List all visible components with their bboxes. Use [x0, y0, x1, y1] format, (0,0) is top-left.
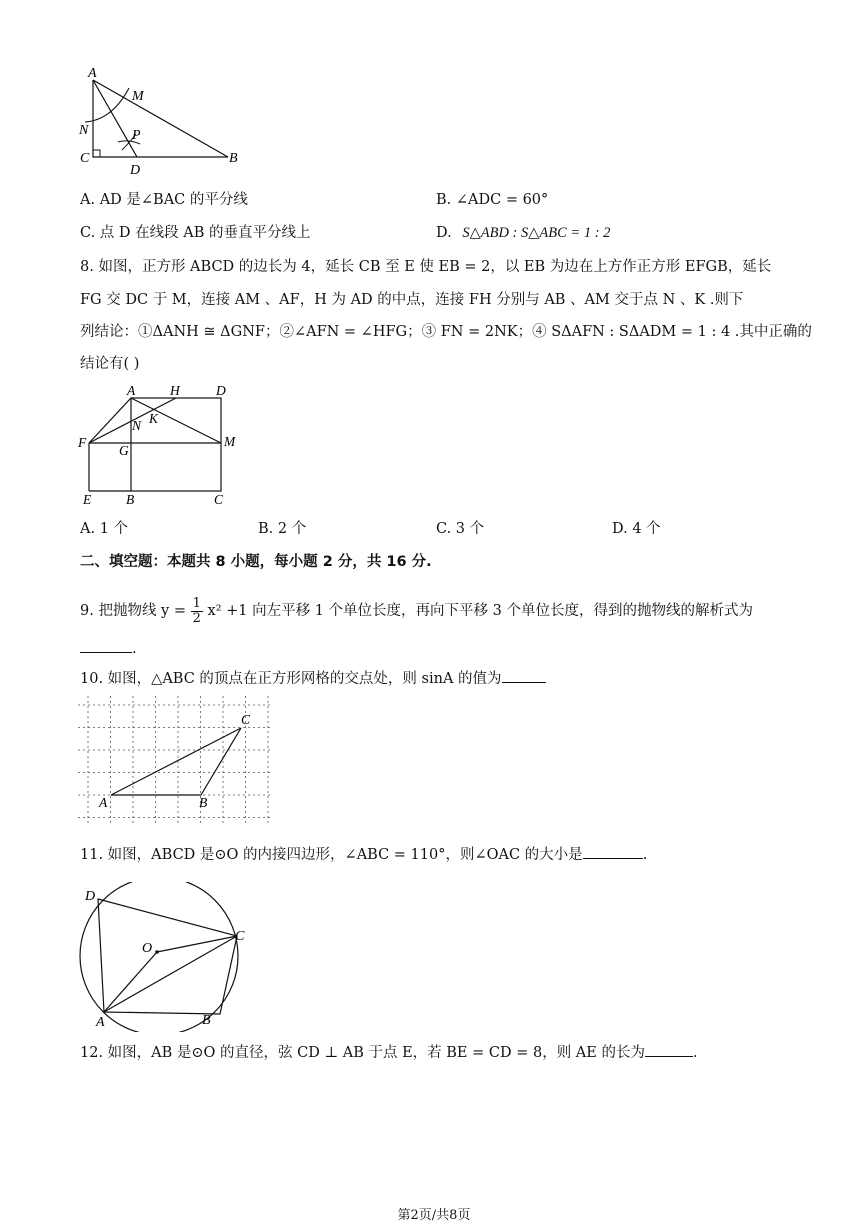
- q7-option-d: [436, 223, 610, 243]
- q9-end: .: [132, 641, 137, 657]
- q7-option-b: B. ∠ADC = 60°: [436, 192, 549, 208]
- q11-label-A: A: [96, 1015, 105, 1030]
- q9-prefix: 9. 把抛物线 y =: [80, 603, 187, 619]
- q12-text: 12. 如图，AB 是⊙O 的直径，弦 CD ⊥ AB 于点 E，若 BE = CD = 8，则 AE 的长为: [80, 1045, 645, 1061]
- q9-answer-line: [80, 638, 137, 659]
- q11-line: [80, 844, 647, 865]
- q7-label-A: A: [88, 66, 97, 81]
- q11-label-D: D: [85, 889, 96, 904]
- q11-figure: [74, 882, 254, 1032]
- q7-label-M: M: [132, 89, 144, 104]
- q10-answer-blank[interactable]: [502, 668, 546, 683]
- page-footer: 第2页/共8页: [397, 1208, 471, 1223]
- q7-label-B: B: [229, 151, 238, 166]
- q7-option-c: C. 点 D 在线段 AB 的垂直平分线上: [80, 225, 311, 241]
- q8-line2: FG 交 DC 于 M，连接 AM 、AF，H 为 AD 的中点，连接 FH 分别与 AB 、AM 交于点 N 、K .则下: [80, 292, 744, 308]
- q8-option-d: D. 4 个: [612, 521, 661, 537]
- q11-label-O: O: [142, 941, 153, 956]
- q11-end: .: [642, 847, 648, 863]
- q7-option-a: A. AD 是∠BAC 的平分线: [80, 192, 248, 208]
- q10-text: 10. 如图，△ABC 的顶点在正方形网格的交点处，则 sinA 的值为: [80, 671, 502, 687]
- q8-label-H: H: [170, 383, 180, 398]
- q10-label-A: A: [99, 795, 108, 810]
- q11-label-C: C: [235, 929, 245, 944]
- q9-suffix: x² +1 向左平移 1 个单位长度，再向下平移 3 个单位长度，得到的抛物线的解析式为: [207, 603, 753, 619]
- q8-line1: 8. 如图，正方形 ABCD 的边长为 4，延长 CB 至 E 使 EB = 2，以 EB 为边在上方作正方形 EFGB，延长: [80, 259, 772, 275]
- q8-label-A: A: [127, 383, 136, 398]
- q9-frac-den: 2: [192, 610, 201, 626]
- q9-frac-num: 1: [192, 595, 201, 611]
- q9-answer-blank[interactable]: [80, 638, 132, 653]
- q11-center-point: [155, 950, 159, 954]
- q10-label-C: C: [241, 712, 251, 727]
- q8-label-E: E: [83, 492, 92, 507]
- q7-option-d-prefix: D.: [436, 225, 452, 241]
- q7-label-C: C: [80, 151, 90, 166]
- q11-text: 11. 如图，ABCD 是⊙O 的内接四边形，∠ABC = 110°，则∠OAC 的大小是: [80, 847, 583, 863]
- q8-label-N: N: [132, 418, 142, 433]
- q12-line: [80, 1042, 698, 1063]
- q8-line3: 列结论：①ΔANH ≅ ΔGNF；②∠AFN = ∠HFG；③ FN = 2NK；④ SΔAFN : SΔADM = 1 : 4 .其中正确的: [80, 324, 812, 340]
- q8-label-D: D: [216, 383, 226, 398]
- q8-label-K: K: [149, 411, 159, 426]
- q8-option-b: B. 2 个: [258, 521, 307, 537]
- q7-option-d-expr: S△ABD : S△ABC = 1 : 2: [462, 225, 611, 241]
- q8-option-a: A. 1 个: [80, 521, 129, 537]
- q7-label-D: D: [130, 163, 141, 178]
- section-heading: 二、填空题：本题共 8 小题，每小题 2 分，共 16 分.: [80, 554, 432, 570]
- q7-label-N: N: [79, 123, 89, 138]
- q8-figure: [76, 382, 246, 512]
- q8-label-C: C: [214, 492, 224, 507]
- q12-end: .: [692, 1045, 698, 1061]
- q9-fraction: [191, 597, 203, 626]
- q8-label-M: M: [224, 434, 236, 449]
- q11-label-B: B: [202, 1013, 211, 1028]
- q7-label-P: P: [132, 128, 141, 143]
- q7-figure: [74, 64, 254, 180]
- q8-option-c: C. 3 个: [436, 521, 485, 537]
- q10-figure: [76, 694, 276, 828]
- q12-answer-blank[interactable]: [645, 1042, 693, 1057]
- q10-line: [80, 668, 546, 689]
- q8-label-F: F: [78, 435, 87, 450]
- q9-line: [80, 594, 753, 628]
- q8-label-G: G: [119, 443, 129, 458]
- q11-answer-blank[interactable]: [583, 844, 643, 859]
- q8-label-B: B: [126, 492, 135, 507]
- q8-line4: 结论有( ): [80, 356, 140, 372]
- q10-label-B: B: [199, 795, 208, 810]
